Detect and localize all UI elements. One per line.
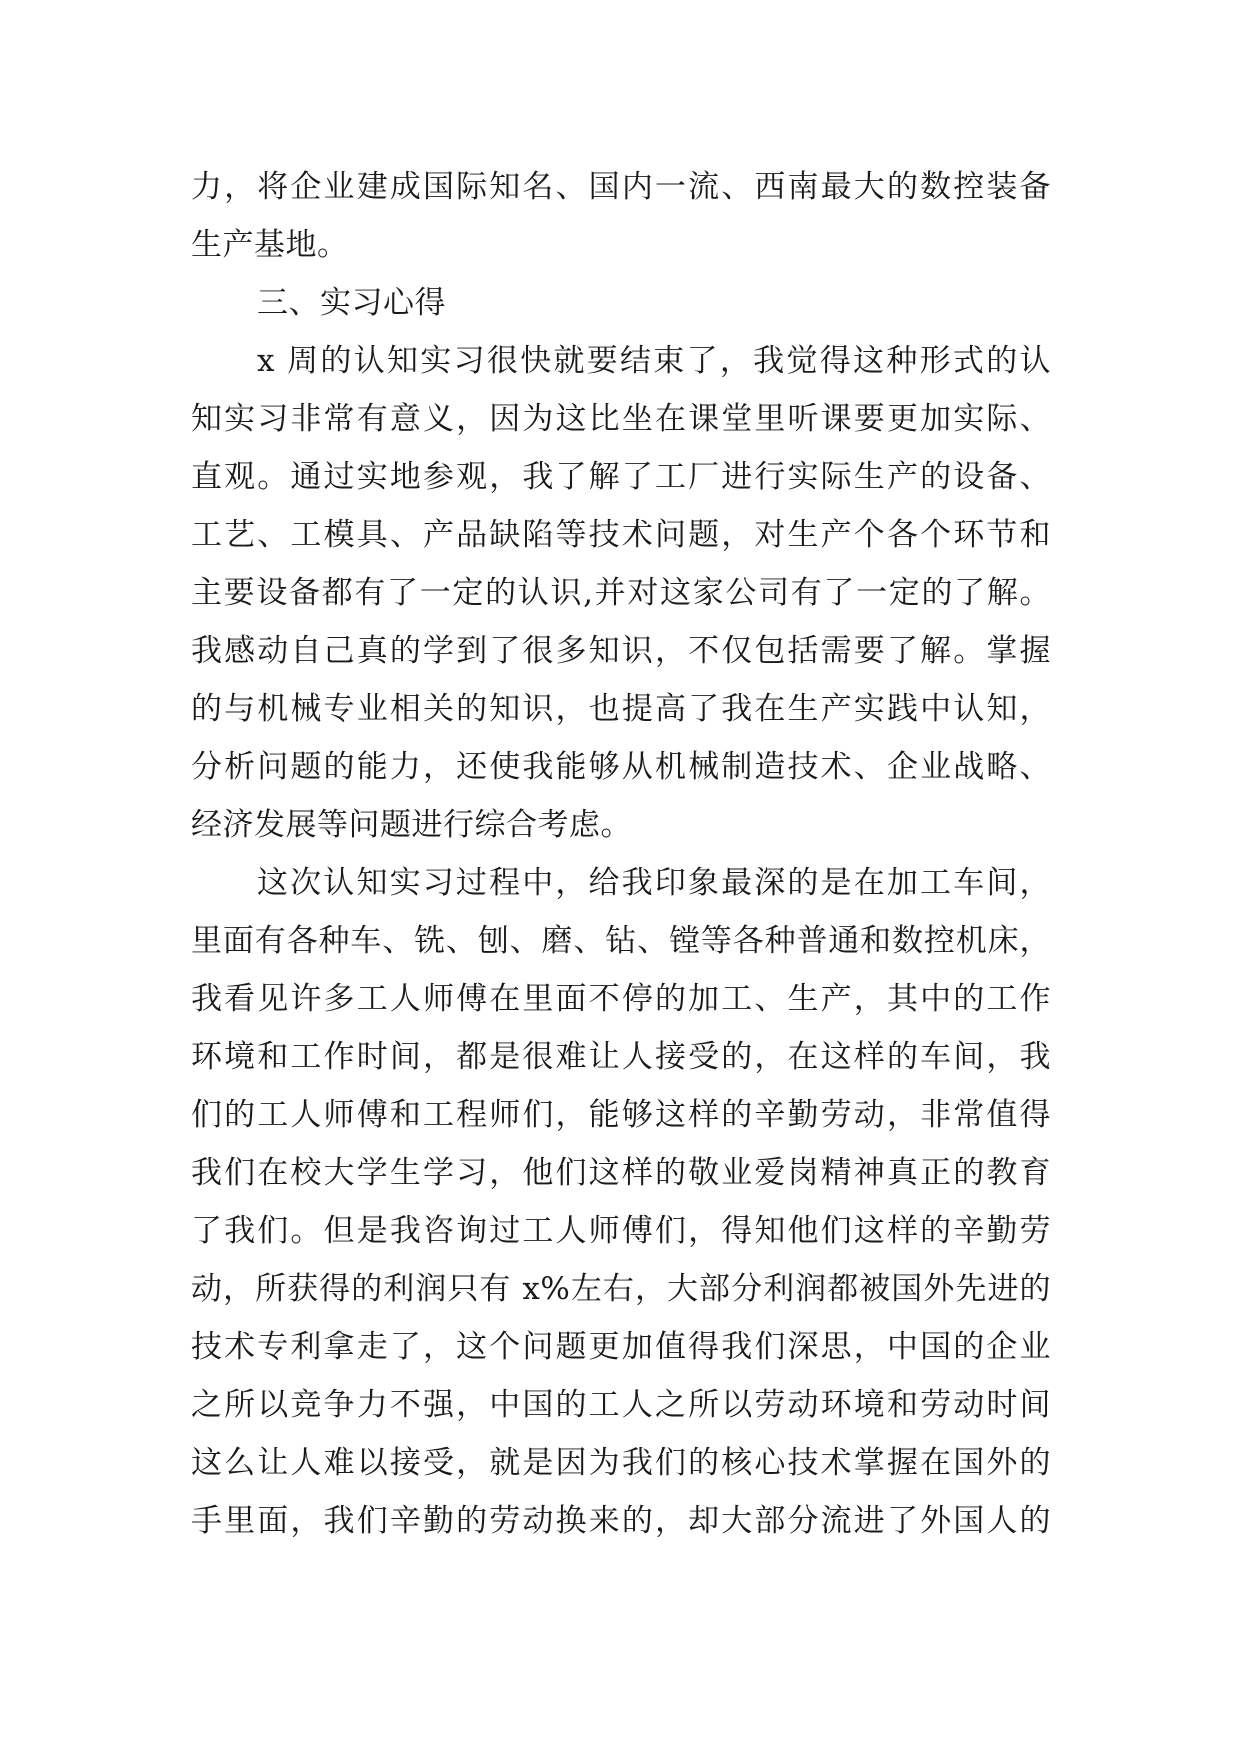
paragraph-workshop <box>191 854 1051 1550</box>
text-line: 这次认知实习过程中，给我印象最深的是在加工车间， <box>257 865 1051 901</box>
text-line: 知实习非常有意义，因为这比坐在课堂里听课要更加实际、 <box>191 401 1051 437</box>
text-line: x 周的认知实习很快就要结束了，我觉得这种形式的认 <box>257 343 1051 379</box>
text-line: 技术专利拿走了，这个问题更加值得我们深思，中国的企业 <box>191 1329 1051 1365</box>
text-line: 我们在校大学生学习，他们这样的敬业爱岗精神真正的教育 <box>191 1155 1051 1191</box>
text-line: 力，将企业建成国际知名、国内一流、西南最大的数控装备 <box>191 169 1051 205</box>
text-line: 的与机械专业相关的知识，也提高了我在生产实践中认知， <box>191 691 1051 727</box>
section-heading <box>191 274 1051 332</box>
paragraph-reflection <box>191 332 1051 854</box>
text-line: 我看见许多工人师傅在里面不停的加工、生产，其中的工作 <box>191 981 1051 1017</box>
text-line: 手里面，我们辛勤的劳动换来的，却大部分流进了外国人的 <box>191 1503 1051 1539</box>
text-line: 动，所获得的利润只有 x%左右，大部分利润都被国外先进的 <box>191 1271 1051 1307</box>
text-line: 经济发展等问题进行综合考虑。 <box>191 807 632 843</box>
text-line: 主要设备都有了一定的认识,并对这家公司有了一定的了解。 <box>191 575 1051 611</box>
text-line: 们的工人师傅和工程师们，能够这样的辛勤劳动，非常值得 <box>191 1097 1051 1133</box>
text-line: 分析问题的能力，还使我能够从机械制造技术、企业战略、 <box>191 749 1051 785</box>
text-line: 我感动自己真的学到了很多知识，不仅包括需要了解。掌握 <box>191 633 1051 669</box>
text-line: 工艺、工模具、产品缺陷等技术问题，对生产个各个环节和 <box>191 517 1051 553</box>
text-line: 了我们。但是我咨询过工人师傅们，得知他们这样的辛勤劳 <box>191 1213 1051 1249</box>
text-line: 直观。通过实地参观，我了解了工厂进行实际生产的设备、 <box>191 459 1051 495</box>
text-line: 环境和工作时间，都是很难让人接受的，在这样的车间，我 <box>191 1039 1051 1075</box>
document-body <box>191 158 1051 1550</box>
text-line: 生产基地。 <box>191 227 349 263</box>
text-line: 之所以竞争力不强，中国的工人之所以劳动环境和劳动时间 <box>191 1387 1051 1423</box>
text-line: 里面有各种车、铣、刨、磨、钻、镗等各种普通和数控机床， <box>191 923 1051 959</box>
text-line: 这么让人难以接受，就是因为我们的核心技术掌握在国外的 <box>191 1445 1051 1481</box>
heading-text: 三、实习心得 <box>257 285 446 321</box>
paragraph-continuation <box>191 158 1051 274</box>
